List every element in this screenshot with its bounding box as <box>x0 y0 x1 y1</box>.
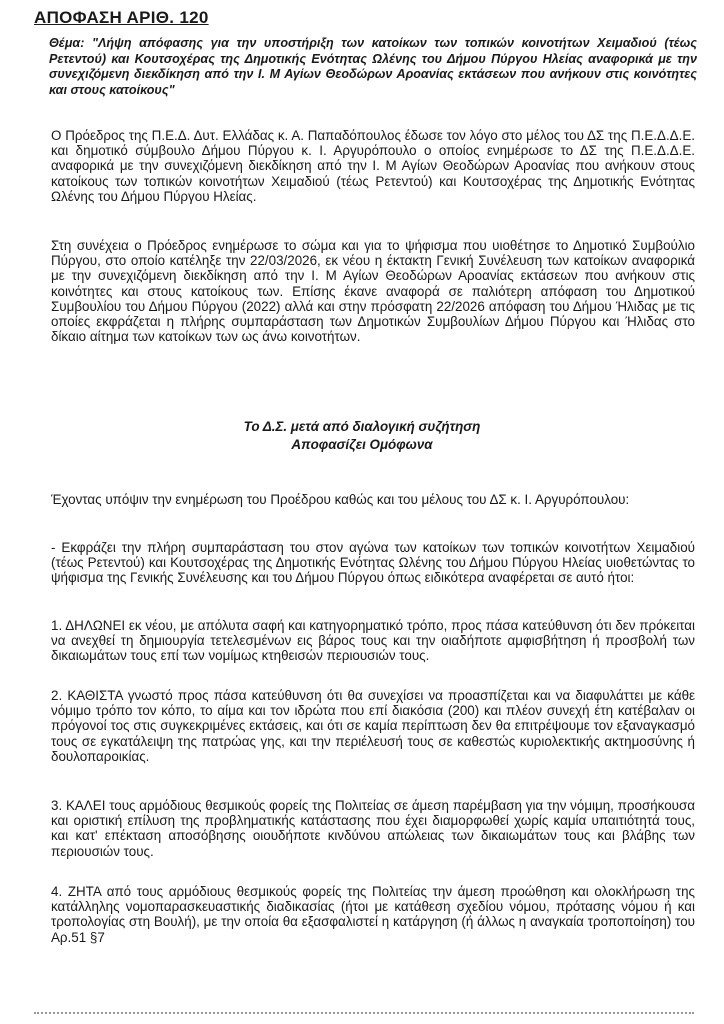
intro-paragraph-2: Στη συνέχεια ο Πρόεδρος ενημέρωσε το σώμα και για το ψήφισμα που υιοθέτησε το Δημοτικό Συμβούλιο Πύργου, στο οποίο κατέληξε την 22/03/2026, εκ νέου η έκτακτη Γενική Συνέλευση των κατοίκων αναφορικά με την συνεχιζόμενη διεκδίκηση από την Ι. Μ Αγίων Θεοδώρων Αροανίας εκτάσεων που ανήκουν στις κοινότητες και στους κατοίκους των. Επίσης έκανε αναφορά σε παλιότερη απόφαση του Δημοτικού Συμβουλίου του Δήμου Πύργου (2022) αλλά και στην πρόσφατη 22/2026 απόφαση του Δήμου Ήλιδας με τις οποίες εκφράζεται η πλήρης συμπαράσταση των Δημοτικών Συμβουλίων Δήμου Πύργου και Ήλιδας στο δίκαιο αίτημα των κατοίκων των ως άνω κοινοτήτων. <box>51 238 695 345</box>
decision-heading-line2: Αποφασίζει Ομόφωνα <box>291 437 433 452</box>
preamble-paragraph: Έχοντας υπόψιν την ενημέρωση του Προέδρου καθώς και του μέλους του ΔΣ κ. Ι. Αργυρόπουλου: <box>51 492 630 507</box>
decision-point-2: 2. ΚΑΘΙΣΤΑ γνωστό προς πάσα κατεύθυνση ότι θα συνεχίσει να προασπίζεται και να διαφυλάττει με κάθε νόμιμο τρόπο τον κόπο, το αίμα και τον ιδρώτα που επί διακόσια (200) και πλέον συνεχή έτη κατέβαλαν οι πρόγονοί τος στις συγκεκριμένες εκτάσεις, και ότι σε καμία περίπτωση δεν θα επιτρέψουμε τον εξαναγκασμό τους σε εγκατάλειψη της πατρώας γης, και την περιέλευσή τους σε καθεστώς κυριολεκτικής ακτημοσύνης ή δουλοπαροικίας. <box>51 688 695 764</box>
decision-subject: Θέμα: "Λήψη απόφασης για την υποστήριξη των κατοίκων των τοπικών κοινοτήτων Χειμαδιού (τέως Ρετεντού) και Κουτσοχέρας της Δημοτικής Ενότητας Ωλένης του Δήμου Πύργου Ηλείας αναφορικά με την συνεχιζόμενη διεκδίκηση από την Ι. Μ Αγίων Θεοδώρων Αροανίας εκτάσεων που ανήκουν στις κοινότητες και στους κατοίκους" <box>49 36 697 97</box>
decision-point-4: 4. ΖΗΤΑ από τους αρμόδιους θεσμικούς φορείς της Πολιτείας την άμεση προώθηση και ολοκλήρωση της κατάλληλης νομοπαρασκευαστικής διαδικασίας (ήτοι με κατάθεση σχεδίου νόμου, πρότασης νόμου ή και τροπολογίας στη Βουλή), με την οποία θα εξασφαλιστεί η κατάργηση (ή άλλως η αναγκαία τροποποίηση) του Αρ.51 §7 <box>51 884 695 945</box>
decision-title: ΑΠΟΦΑΣΗ ΑΡΙΘ. 120 <box>34 8 209 27</box>
expression-paragraph: - Εκφράζει την πλήρη συμπαράσταση του στον αγώνα των κατοίκων των τοπικών κοινοτήτων Χειμαδιού (τέως Ρετεντού) και Κουτσοχέρας της Δημοτικής Ενότητας Ωλένης του Δήμου Πύργου Ηλείας υιοθετώντας το ψήφισμα της Γενικής Συνέλευσης και του Δήμου Πύργου όπως ειδικότερα αναφέρεται σε αυτό ήτοι: <box>51 540 695 586</box>
scan-bottom-edge <box>34 1012 694 1014</box>
decision-point-1: 1. ΔΗΛΩΝΕΙ εκ νέου, με απόλυτα σαφή και κατηγορηματικό τρόπο, προς πάσα κατεύθυνση ότι δεν πρόκειται να ανεχθεί τη δημιουργία τετελεσμένων εις βάρος τους και την οιαδήποτε αμφισβήτηση ή προσβολή των δικαιωμάτων τους επί των νομίμως κτηθεισών περιουσιών τους. <box>51 618 695 664</box>
decision-point-3: 3. ΚΑΛΕΙ τους αρμόδιους θεσμικούς φορείς της Πολιτείας σε άμεση παρέμβαση για την νόμιμη, προσήκουσα και οριστική επίλυση της προβληματικής κατάστασης που έχει διαμορφωθεί χωρίς καμία υπαιτιότητά τους, και κατ' επέκταση αποσόβησης οιουδήποτε κινδύνου απώλειας των δικαιωμάτων τους και βλάβης των περιουσιών τους. <box>51 798 695 859</box>
decision-heading-line1: Το Δ.Σ. μετά από διαλογική συζήτηση <box>243 419 481 434</box>
intro-paragraph-1: Ο Πρόεδρος της Π.Ε.Δ. Δυτ. Ελλάδας κ. Α. Παπαδόπουλος έδωσε τον λόγο στο μέλος του ΔΣ της Π.Ε.Δ.Δ.Ε. και δημοτικό σύμβουλο Δήμου Πύργου κ. Ι. Αργυρόπουλο ο οποίος ενημέρωσε το ΔΣ της Π.Ε.Δ.Δ.Ε. αναφορικά με την συνεχιζόμενη διεκδίκηση από την Ι. Μ Αγίων Θεοδώρων Αροανίας που ανήκουν στους κατοίκους των τοπικών κοινοτήτων Χειμαδιού (τέως Ρετεντού) και Κουτσοχέρας της Δημοτικής Ενότητας Ωλένης του Δήμου Πύργου Ηλείας. <box>51 128 695 204</box>
